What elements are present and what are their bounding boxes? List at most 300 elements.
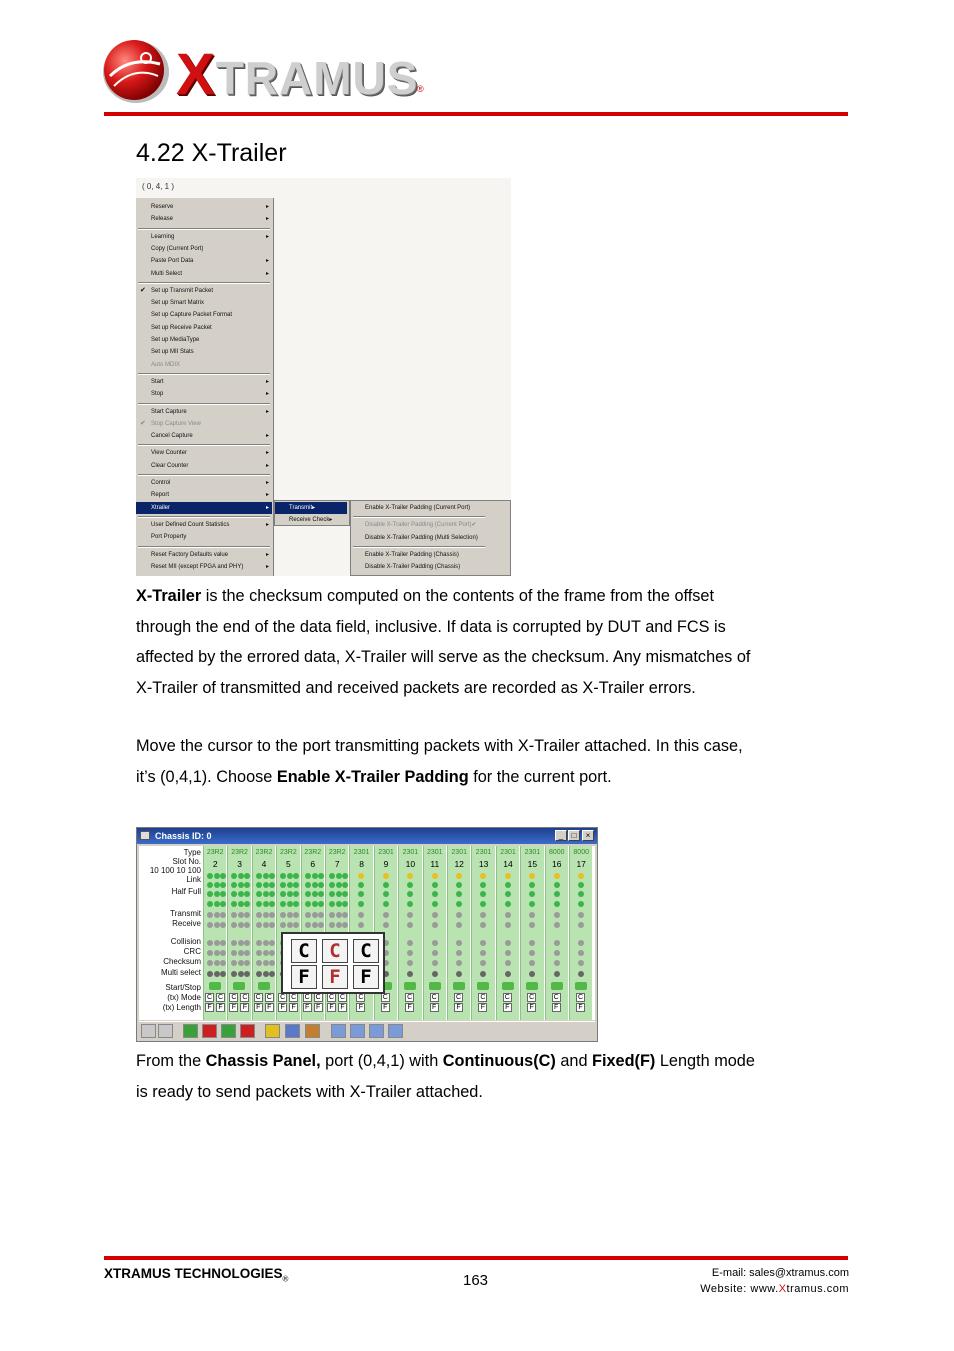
status-led xyxy=(293,873,299,879)
status-led xyxy=(554,912,560,918)
tx-length-box[interactable]: F xyxy=(454,1003,463,1012)
status-led xyxy=(358,891,364,897)
row-label: Receive xyxy=(172,919,201,928)
status-led xyxy=(280,891,286,897)
status-led xyxy=(505,960,511,966)
tx-mode-box[interactable]: C xyxy=(553,994,559,1001)
status-led xyxy=(231,882,237,888)
tx-mode-box[interactable]: C xyxy=(529,994,535,1001)
submenu-arrow-icon: ▸ xyxy=(265,233,269,240)
status-led xyxy=(554,922,560,928)
submenu-arrow-icon: ▸ xyxy=(265,408,269,415)
slot-number: 15 xyxy=(527,859,538,869)
status-led xyxy=(312,901,318,907)
tx-mode-box[interactable]: C xyxy=(206,994,213,1001)
light-icon[interactable] xyxy=(265,1024,280,1038)
start-stop-toggle[interactable] xyxy=(258,982,270,990)
instruction-paragraph: Move the cursor to the port transmitting packets with X-Trailer attached. In this case, it’s (0,4,1). Choose Enable X-Trailer Padding for the current port. xyxy=(136,737,743,786)
status-led xyxy=(256,912,262,918)
tx-length-box[interactable]: F xyxy=(254,1003,263,1012)
slot-number: 11 xyxy=(430,859,440,869)
status-led xyxy=(480,882,486,888)
logo-wordmark: XTRAMUS xyxy=(176,42,419,107)
settings-icon[interactable] xyxy=(305,1024,320,1038)
status-led xyxy=(269,960,275,966)
slot-type: 23R2 xyxy=(280,849,297,856)
tx-length-box[interactable]: F xyxy=(205,1003,214,1012)
start-stop-toggle[interactable] xyxy=(453,982,465,990)
status-led xyxy=(407,901,413,907)
menu-item[interactable] xyxy=(136,334,272,346)
status-led xyxy=(231,912,237,918)
menu-item[interactable] xyxy=(136,502,272,514)
status-led xyxy=(407,891,413,897)
slot-number: 5 xyxy=(286,859,291,869)
status-led xyxy=(407,940,413,946)
menu-item[interactable] xyxy=(136,376,272,388)
slot-column[interactable] xyxy=(423,846,446,1020)
close-icon[interactable]: × xyxy=(582,830,594,841)
status-led xyxy=(256,891,262,897)
status-led xyxy=(342,922,348,928)
slot-type: 2301 xyxy=(402,849,419,856)
tx-mode-box[interactable]: C xyxy=(382,994,388,1001)
menu-item[interactable] xyxy=(136,285,272,297)
start-stop-toggle[interactable] xyxy=(526,982,538,990)
status-led xyxy=(529,971,535,977)
tx-length-box[interactable]: F xyxy=(303,1003,312,1012)
xtrailer-term: X-Trailer xyxy=(136,587,202,605)
maximize-icon[interactable]: □ xyxy=(568,830,580,841)
start-stop-toggle[interactable] xyxy=(209,982,221,990)
submenu-arrow-icon: ▸ xyxy=(265,378,269,385)
row-label: CRC xyxy=(183,947,201,956)
tx-mode-box[interactable]: C xyxy=(407,994,413,1001)
menu-item-label: Learning xyxy=(151,233,175,240)
status-led xyxy=(505,971,511,977)
status-led xyxy=(244,971,250,977)
tx-mode-box[interactable]: C xyxy=(304,994,310,1001)
menu-item[interactable] xyxy=(136,561,272,573)
start-stop-toggle[interactable] xyxy=(551,982,563,990)
tx-length-box[interactable]: F xyxy=(576,1003,585,1012)
menu-item[interactable] xyxy=(136,531,272,543)
start-stop-toggle[interactable] xyxy=(477,982,489,990)
tx-length-box[interactable]: F xyxy=(278,1003,287,1012)
start-stop-toggle[interactable] xyxy=(429,982,441,990)
menu-top-label: ( 0, 4, 1 ) xyxy=(142,182,175,191)
menu-item[interactable] xyxy=(136,309,272,321)
status-led xyxy=(305,891,311,897)
menu-item-label: Multi Select xyxy=(151,270,183,277)
menu-item-label: Start Capture xyxy=(151,408,187,415)
status-led xyxy=(505,912,511,918)
slot-number: 12 xyxy=(454,859,464,869)
status-led xyxy=(280,873,286,879)
start-all-icon[interactable] xyxy=(221,1024,236,1038)
tx-mode-box[interactable]: C xyxy=(280,994,286,1001)
status-led xyxy=(312,922,318,928)
tx-length-box[interactable]: F xyxy=(216,1003,225,1012)
menu-item[interactable] xyxy=(136,388,272,400)
status-led xyxy=(280,901,286,907)
slot-type: 23R2 xyxy=(206,849,224,856)
status-led xyxy=(529,912,535,918)
menu-item[interactable] xyxy=(136,418,272,430)
status-led xyxy=(305,901,311,907)
transmit-submenu xyxy=(350,500,511,576)
status-led xyxy=(432,912,438,918)
status-led xyxy=(342,891,348,897)
menu-item[interactable] xyxy=(136,268,272,280)
slot-number: 2 xyxy=(212,859,218,869)
row-label: Multi select xyxy=(160,968,201,977)
status-led xyxy=(578,901,584,907)
status-led xyxy=(383,922,389,928)
menu-separator xyxy=(138,546,270,548)
submenu-arrow-icon: ▸ xyxy=(265,433,269,440)
slot-number: 16 xyxy=(552,859,562,869)
status-led xyxy=(231,901,237,907)
submenu-arrow-icon: ▸ xyxy=(265,204,269,210)
slot-type: 8000 xyxy=(573,849,589,856)
stop-icon[interactable] xyxy=(202,1024,217,1038)
start-stop-toggle[interactable] xyxy=(233,982,245,990)
zoom-mode-letter: C xyxy=(353,939,379,963)
menu-item[interactable] xyxy=(136,213,272,225)
menu-item[interactable] xyxy=(136,255,272,267)
status-led xyxy=(358,922,364,928)
status-led xyxy=(207,960,213,966)
menu-item[interactable] xyxy=(136,201,272,213)
xtrailer-description: X-Trailer is the checksum computed on the contents of the frame from the offset through the end of the data field, inclusive. If data is corrupted by DUT and FCS is affected by the errored data, X-Trailer will serve as the checksum. Any mismatches of X-Trailer of transmitted and received packets are recorded as X-Trailer errors. xyxy=(136,587,751,697)
tx-length-box[interactable]: F xyxy=(552,1003,561,1012)
config-icon[interactable] xyxy=(350,1024,365,1038)
tx-length-box[interactable]: F xyxy=(381,1003,390,1012)
row-label: Type xyxy=(183,848,201,857)
tx-length-box[interactable]: F xyxy=(240,1003,249,1012)
status-led xyxy=(505,873,511,879)
status-led xyxy=(231,960,237,966)
menu-item[interactable] xyxy=(136,447,272,459)
menu-item-label: Enable X-Trailer Padding (Current Port) xyxy=(365,505,471,511)
tx-mode-box[interactable]: C xyxy=(217,994,224,1001)
status-led xyxy=(256,873,262,879)
slot-column[interactable] xyxy=(398,846,421,1020)
check-icon: ✔ xyxy=(471,522,477,529)
tx-mode-box[interactable]: C xyxy=(339,994,346,1001)
menu-item[interactable] xyxy=(275,514,347,526)
status-led xyxy=(480,912,486,918)
status-led xyxy=(318,922,324,928)
tx-mode-box[interactable]: C xyxy=(577,994,584,1001)
menu-separator xyxy=(138,516,270,518)
menu-item-label: Auto MDIX xyxy=(151,361,181,368)
tx-mode-box[interactable]: C xyxy=(455,994,462,1001)
status-led xyxy=(432,960,438,966)
tx-mode-box[interactable]: C xyxy=(266,994,272,1001)
status-led xyxy=(529,901,535,907)
slot-type: 2301 xyxy=(353,849,370,856)
tx-mode-box[interactable]: C xyxy=(480,994,486,1001)
start-stop-toggle[interactable] xyxy=(502,982,514,990)
menu-item[interactable] xyxy=(136,519,272,531)
status-led xyxy=(305,882,311,888)
slot-column[interactable] xyxy=(227,846,250,1020)
status-led xyxy=(554,891,560,897)
status-led xyxy=(358,912,364,918)
status-led xyxy=(456,922,462,928)
menu-separator xyxy=(353,546,485,548)
menu-separator xyxy=(138,444,270,446)
menu-item-label: Transmit xyxy=(289,505,313,511)
status-led xyxy=(293,912,299,918)
menu-item-label: Release xyxy=(151,216,174,223)
menu-item[interactable] xyxy=(136,322,272,334)
menu-item[interactable] xyxy=(136,243,272,255)
tx-length-box[interactable]: F xyxy=(314,1003,323,1012)
status-led xyxy=(342,882,348,888)
menu-item-label: Set up Transmit Packet xyxy=(151,287,214,294)
footer-rule xyxy=(104,1256,848,1260)
tx-mode-box[interactable]: C xyxy=(315,994,321,1001)
menu-item[interactable] xyxy=(136,359,272,371)
status-led xyxy=(312,912,318,918)
status-led xyxy=(318,873,324,879)
menu-item-label: Set up MII Stats xyxy=(151,349,194,356)
tx-length-box[interactable]: F xyxy=(503,1003,512,1012)
status-led xyxy=(456,940,462,946)
tx-mode-box[interactable]: C xyxy=(431,994,437,1001)
slot-column[interactable] xyxy=(545,846,568,1020)
slot-type: 2301 xyxy=(378,849,394,856)
slot-type: 23R2 xyxy=(231,849,248,856)
status-led xyxy=(529,950,535,956)
status-led xyxy=(407,912,413,918)
menu-item[interactable] xyxy=(351,502,508,514)
status-led xyxy=(456,912,462,918)
status-led xyxy=(244,960,250,966)
row-label: (tx) Mode xyxy=(167,993,201,1002)
config-icon[interactable] xyxy=(388,1024,403,1038)
status-led xyxy=(505,922,511,928)
slot-column[interactable] xyxy=(252,846,275,1020)
logo-registered-mark: ® xyxy=(417,84,424,94)
tx-mode-box[interactable]: C xyxy=(291,994,297,1001)
port-icon[interactable] xyxy=(158,1024,173,1038)
status-led xyxy=(263,950,269,956)
status-led xyxy=(220,950,226,956)
slot-column[interactable] xyxy=(496,846,519,1020)
menu-item[interactable] xyxy=(136,489,272,501)
menu-item[interactable] xyxy=(275,502,347,514)
menu-separator xyxy=(353,516,485,518)
status-led xyxy=(358,882,364,888)
start-stop-toggle[interactable] xyxy=(404,982,416,990)
menu-item[interactable] xyxy=(136,549,272,561)
status-led xyxy=(263,891,269,897)
status-led xyxy=(578,960,584,966)
status-led xyxy=(432,882,438,888)
minimize-icon[interactable]: _ xyxy=(555,830,567,841)
footer-email: E-mail: sales@xtramus.com xyxy=(711,1267,849,1279)
menu-item[interactable] xyxy=(351,519,508,531)
slot-type: 2301 xyxy=(427,849,443,856)
menu-item[interactable] xyxy=(136,477,272,489)
slot-number: 13 xyxy=(478,859,489,869)
tx-length-box[interactable]: F xyxy=(289,1003,298,1012)
start-stop-toggle[interactable] xyxy=(575,982,587,990)
status-led xyxy=(207,971,213,977)
status-led xyxy=(342,873,348,879)
status-led xyxy=(529,891,535,897)
menu-item[interactable] xyxy=(351,532,508,544)
menu-item[interactable] xyxy=(351,561,508,573)
slot-number: 17 xyxy=(576,859,586,869)
menu-item[interactable] xyxy=(136,406,272,418)
status-led xyxy=(231,922,237,928)
status-led xyxy=(578,971,584,977)
menu-item[interactable] xyxy=(136,297,272,309)
status-led xyxy=(456,950,462,956)
status-led xyxy=(480,950,486,956)
status-led xyxy=(432,950,438,956)
status-led xyxy=(329,873,335,879)
tx-mode-box[interactable]: C xyxy=(358,994,364,1001)
submenu-arrow-icon: ▸ xyxy=(265,563,269,570)
status-led xyxy=(244,940,250,946)
menu-item[interactable] xyxy=(136,430,272,442)
stop-all-icon[interactable] xyxy=(240,1024,255,1038)
menu-item[interactable] xyxy=(136,460,272,472)
status-led xyxy=(529,960,535,966)
menu-item-label: Set up Receive Packet xyxy=(151,324,212,331)
row-label: Link xyxy=(186,875,201,884)
status-led xyxy=(305,922,311,928)
status-led xyxy=(220,971,226,977)
status-led xyxy=(231,940,237,946)
tx-length-box[interactable]: F xyxy=(478,1003,487,1012)
status-led xyxy=(244,922,250,928)
header-rule xyxy=(104,112,848,116)
slot-number: 10 xyxy=(405,859,416,869)
tx-length-box[interactable]: F xyxy=(356,1003,365,1012)
status-led xyxy=(480,901,486,907)
slot-type: 2301 xyxy=(524,849,541,856)
menu-item-label: Stop xyxy=(151,391,164,398)
slot-column[interactable] xyxy=(203,846,226,1020)
menu-item-label: Reset MII (except FPGA and PHY) xyxy=(151,563,244,570)
status-led xyxy=(220,901,226,907)
tx-mode-box[interactable]: C xyxy=(328,994,335,1001)
slot-column[interactable] xyxy=(569,846,592,1020)
submenu-arrow-icon: ▸ xyxy=(329,517,333,524)
tx-length-box[interactable]: F xyxy=(405,1003,414,1012)
menu-item-label: Report xyxy=(151,492,170,499)
status-led xyxy=(329,882,335,888)
status-led xyxy=(318,882,324,888)
status-led xyxy=(554,873,560,879)
check-icon: ✔ xyxy=(140,286,146,294)
menu-item[interactable] xyxy=(136,346,272,358)
tx-length-box[interactable]: F xyxy=(229,1003,238,1012)
config-icon[interactable] xyxy=(369,1024,384,1038)
tx-length-box[interactable]: F xyxy=(265,1003,274,1012)
slot-number: 7 xyxy=(334,859,340,869)
tx-length-box[interactable]: F xyxy=(338,1003,347,1012)
slot-number: 3 xyxy=(237,859,242,869)
slot-column[interactable] xyxy=(447,846,470,1020)
menu-item-label: Receive Check xyxy=(289,517,330,524)
start-icon[interactable] xyxy=(183,1024,198,1038)
status-led xyxy=(505,901,511,907)
tx-length-box[interactable]: F xyxy=(430,1003,439,1012)
status-led xyxy=(456,960,462,966)
menu-item-label: Enable X-Trailer Padding (Chassis) xyxy=(365,551,459,558)
tx-mode-box[interactable]: C xyxy=(255,994,261,1001)
config-icon[interactable] xyxy=(331,1024,346,1038)
status-led xyxy=(293,901,299,907)
slot-column[interactable] xyxy=(520,846,543,1020)
port-icon[interactable] xyxy=(141,1024,156,1038)
tx-mode-box[interactable]: C xyxy=(242,994,248,1001)
submenu-arrow-icon: ▸ xyxy=(265,551,269,558)
status-led xyxy=(263,940,269,946)
status-led xyxy=(263,922,269,928)
menu-item[interactable] xyxy=(351,549,508,561)
status-led xyxy=(432,940,438,946)
status-led xyxy=(220,873,226,879)
row-label: Start/Stop xyxy=(165,983,201,992)
status-led xyxy=(231,950,237,956)
status-led xyxy=(263,873,269,879)
menu-separator xyxy=(138,474,270,476)
tx-mode-box[interactable]: C xyxy=(504,994,510,1001)
menu-item-label: Set up Capture Packet Format xyxy=(151,312,233,319)
menu-item-label: Set up MediaType xyxy=(151,337,200,343)
status-led xyxy=(505,882,511,888)
slot-column[interactable] xyxy=(471,846,494,1020)
status-led xyxy=(432,891,438,897)
status-led xyxy=(529,873,535,879)
status-led xyxy=(244,891,250,897)
status-led xyxy=(312,891,318,897)
row-label: Transmit xyxy=(170,909,201,918)
tx-length-box[interactable]: F xyxy=(527,1003,536,1012)
status-led xyxy=(554,882,560,888)
status-led xyxy=(263,912,269,918)
status-led xyxy=(554,901,560,907)
status-led xyxy=(293,922,299,928)
row-label: Slot No. xyxy=(172,857,201,866)
window-icon xyxy=(140,831,150,840)
status-led xyxy=(220,882,226,888)
users-icon[interactable] xyxy=(285,1024,300,1038)
status-led xyxy=(220,891,226,897)
tx-mode-box[interactable]: C xyxy=(231,994,237,1001)
status-led xyxy=(329,901,335,907)
status-led xyxy=(293,882,299,888)
status-led xyxy=(480,940,486,946)
menu-item-label: View Counter xyxy=(151,450,187,457)
tx-length-box[interactable]: F xyxy=(327,1003,336,1012)
menu-item[interactable] xyxy=(136,231,272,243)
status-led xyxy=(383,901,389,907)
status-led xyxy=(269,940,275,946)
submenu-arrow-icon: ▸ xyxy=(312,505,316,511)
menu-separator xyxy=(138,373,270,375)
xtrailer-submenu xyxy=(274,500,350,526)
